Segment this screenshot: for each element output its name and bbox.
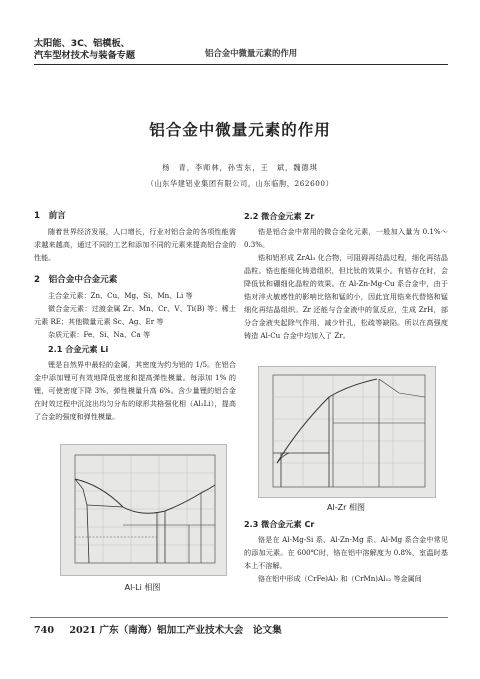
section-2-impurity-elements: 杂质元素：Fe、Si、Na、Ca 等 <box>48 330 151 339</box>
section-2-3-heading: 2.3 微合金元素 Cr <box>244 519 315 529</box>
header-rule <box>34 64 448 65</box>
al-zr-phase-diagram-graphic <box>259 367 435 497</box>
section-1-heading: 1 前言 <box>34 211 66 221</box>
series-title <box>34 38 135 62</box>
al-zr-figure-caption: Al-Zr 相图 <box>327 503 365 512</box>
left-column <box>34 210 236 423</box>
right-column <box>244 210 448 342</box>
section-2-micro-elements: 微合金元素：过渡金属 Zr、Mn、Cr、V、Ti(B) 等；稀土元素 RE；其他微量元素 Sc、Ag、Er 等 <box>34 304 236 326</box>
al-zr-phase-diagram <box>258 366 436 498</box>
paper-affiliation: （山东华建铝业集团有限公司，山东临朐，262600） <box>146 179 334 188</box>
section-1-text: 随着世界经济发展，人口增长，行业对铝合金的各项性能需求越来越高，通过不同的工艺和添加不同的元素来提高铝合金的性能。 <box>34 227 236 262</box>
paper-authors: 杨 青，李师林，孙雪东，王 斌，魏德琪 <box>162 163 318 172</box>
al-li-figure-caption: Al-Li 相图 <box>124 583 161 592</box>
section-2-3-para1: 铬是在 Al-Mg-Si 系、Al-Zn-Mg 系、Al-Mg 系合金中常见的添加元素。在 600℃时，铬在铝中溶解度为 0.8%，室温时基本上不溶解。 <box>244 535 448 570</box>
series-title-line1: 太阳能、3C、铝模板、 <box>34 38 130 49</box>
section-2-2-para2: 锆和铝形成 ZrAl₃ 化合物，可阻碍再结晶过程，细化再结晶晶粒。锆也能细化铸造组织，但比钛的效果小。有锆存在时，会降低钛和硼细化晶粒的效果。在 Al-Zn-Mg-Cu 系合金中，由于锆对淬火敏感性的影响比铬和锰的小，因此宜用锆来代替铬和锰细化再结晶组织。Zr 还能与合金液中的氢反应，生成 ZrH，部分合金液夹起除气作用，减少针孔，松疏等缺陷。所以在高强度铸造 Al-Cu 合金中均加入了 Zr。 <box>244 253 448 340</box>
section-2-1-heading: 2.1 合金元素 Li <box>48 344 109 354</box>
footer-rule <box>30 617 448 618</box>
series-title-line2: 汽车型材技术与装备专题 <box>34 50 136 61</box>
conference-name: 2021 广东（南海）铝加工产业技术大会 论文集 <box>69 625 282 636</box>
section-2-main-elements: 主合金元素：Zn、Cu、Mg、Si、Mn、Li 等 <box>48 291 193 300</box>
running-title: 铝合金中微量元素的作用 <box>205 48 298 58</box>
page-number: 740 <box>34 625 55 636</box>
section-2-3-para2: 铬在铝中形成（CrFe)Al₇ 和（CrMn)Al₁₂ 等金属间 <box>258 574 422 583</box>
section-2-heading: 2 铝合金中合金元素 <box>34 275 118 285</box>
al-li-phase-diagram-graphic <box>61 445 226 575</box>
right-column-lower <box>244 518 448 585</box>
footer <box>34 622 282 636</box>
section-2-2-heading: 2.2 微合金元素 Zr <box>244 211 315 221</box>
paper-title: 铝合金中微量元素的作用 <box>149 121 331 139</box>
al-li-phase-diagram <box>60 444 227 576</box>
section-2-2-para1: 锆是铝合金中常用的微合金化元素，一般加入量为 0.1%～0.3%。 <box>244 227 448 249</box>
section-2-1-text: 锂是自然界中最轻的金属，其密度为约为铝的 1/5。在铝合金中添加锂可有效地降低密度和提高弹性模量。每添加 1% 的锂，可使密度下降 3%，弹性模量升高 6%。含少量锂的铝合金在时效过程中沉淀出均匀分布的球形共格强化相（Al₃Li），提高了合金的强度和弹性模量。 <box>34 360 236 421</box>
